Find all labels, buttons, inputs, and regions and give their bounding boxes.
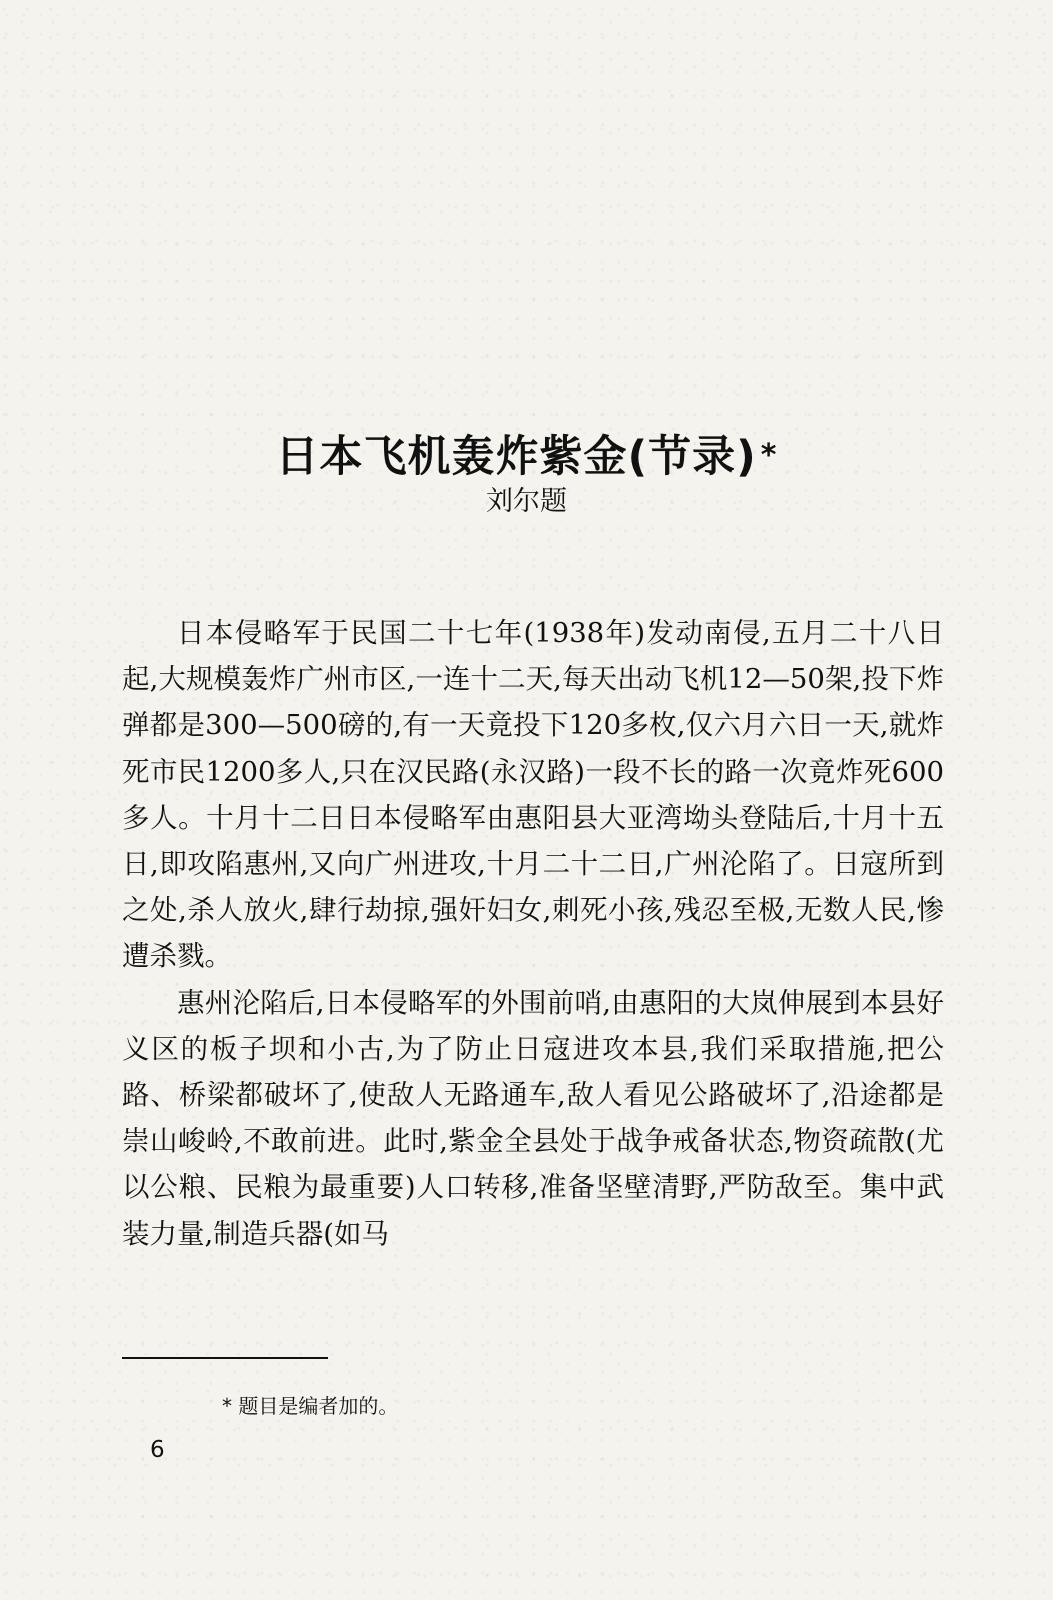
footnote-divider xyxy=(122,1357,328,1359)
article-body xyxy=(122,610,944,1257)
article-author: 刘尔题 xyxy=(486,486,567,517)
article-title-text: 日本飞机轰炸紫金(节录) xyxy=(275,431,757,482)
paragraph-1: 日本侵略军于民国二十七年(1938年)发动南侵,五月二十八日起,大规模轰炸广州市区,一连十二天,每天出动飞机12—50架,投下炸弹都是300—500磅的,有一天竟投下120多枚,仅六月六日一天,就炸死市民1200多人,只在汉民路(永汉路)一段不长的路一次竟炸死600多人。十月十二日日本侵略军由惠阳县大亚湾坳头登陆后,十月十五日,即攻陷惠州,又向广州进攻,十月二十二日,广州沦陷了。日寇所到之处,杀人放火,肆行劫掠,强奸妇女,刺死小孩,残忍至极,无数人民,惨遭杀戮。 xyxy=(122,617,944,973)
title-footnote-marker: * xyxy=(760,437,778,473)
footnote: * 题目是编者加的。 xyxy=(222,1394,399,1418)
page-number: 6 xyxy=(150,1437,165,1463)
paragraph-2: 惠州沦陷后,日本侵略军的外围前哨,由惠阳的大岚伸展到本县好义区的板子坝和小古,为了防止日寇进攻本县,我们采取措施,把公路、桥梁都破坏了,使敌人无路通车,敌人看见公路破坏了,沿途都是崇山峻岭,不敢前进。此时,紫金全县处于战争戒备状态,物资疏散(尤以公粮、民粮为最重要)人口转移,准备坚壁清野,严防敌至。集中武装力量,制造兵器(如马 xyxy=(122,986,944,1250)
article-title xyxy=(0,431,1053,482)
